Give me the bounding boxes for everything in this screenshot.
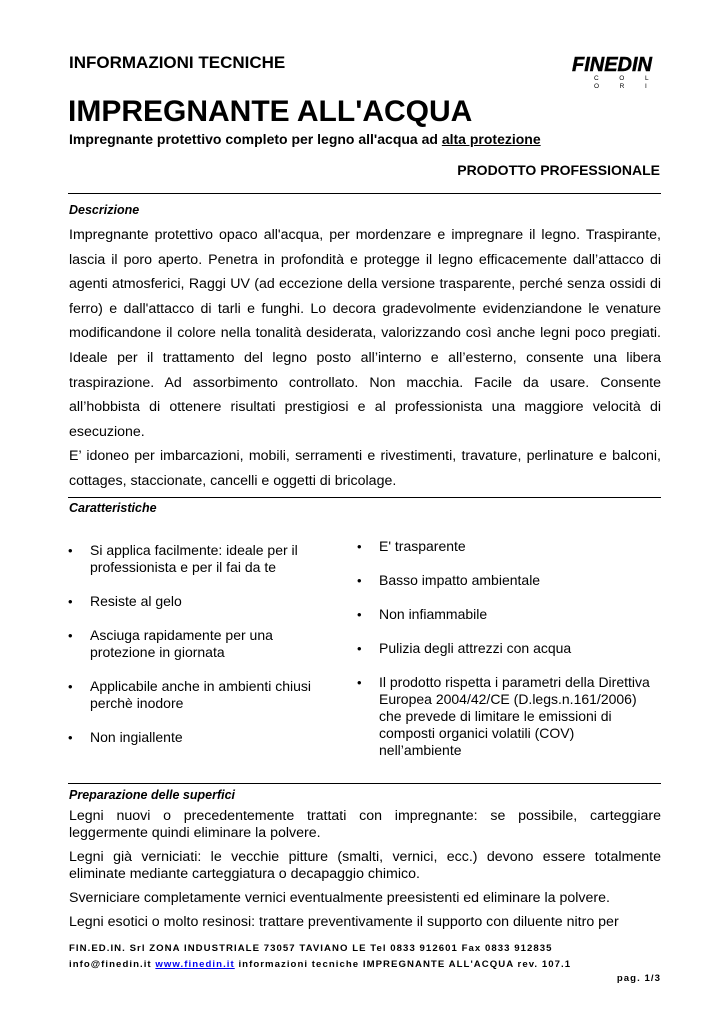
subtitle-text: Impregnante protettivo completo per legno all'acqua ad [69, 131, 442, 147]
divider-line [68, 783, 661, 784]
list-item: • Si applica facilmente: ideale per il professionista e per il fai da te [68, 542, 338, 576]
preparation-paragraph: Legni esotici o molto resinosi: trattare preventivamente il supporto con diluente nitro per [69, 914, 619, 930]
logo-sub-text: C O L O R I [594, 75, 658, 90]
list-item: • Non infiammabile [357, 606, 657, 623]
description-paragraph: Impregnante protettivo opaco all'acqua, per mordenzare e impregnare il legno. Traspirante, lascia il poro aperto. Penetra in profondità e protegge il legno efficacemente dall’attacco di agenti atmosferici, Raggi UV (ad eccezione della versione trasparente, perché senza ossidi di ferro) e dall'attacco di tarli e funghi. Lo decora gradevolmente evidenziandone le venature modificandone il colore nella tonalità desiderata, valorizzando così anche legni poco pregiati. Ideale per il trattamento del legno posto all’interno e all’esterno, consente una libera traspirazione. Ad assorbimento controllato. Non macchia. Facile da usare. Consente all’hobbista di ottenere risultati prestigiosi e al professionista una maggiore velocità di esecuzione. [69, 227, 661, 440]
list-item: • Pulizia degli attrezzi con acqua [357, 640, 657, 657]
footer-website-link[interactable]: www.finedin.it [155, 959, 235, 970]
section-heading-descrizione: Descrizione [69, 203, 140, 217]
section-heading-caratteristiche: Caratteristiche [69, 501, 157, 515]
logo-main-text: FINEDIN [572, 54, 652, 76]
page-title: IMPREGNANTE ALL'ACQUA [68, 95, 473, 128]
list-item: • Il prodotto rispetta i parametri della Direttiva Europea 2004/42/CE (D.legs.n.161/2006) che prevede di limitare le emissioni di composti organici volatili (COV) nell’ambiente [357, 674, 657, 759]
list-item: • Basso impatto ambientale [357, 572, 657, 589]
preparation-text [69, 808, 661, 938]
list-item: • Asciuga rapidamente per una protezione in giornata [68, 627, 338, 661]
finedin-logo [572, 54, 660, 90]
preparation-paragraph: Sverniciare completamente vernici eventualmente preesistenti ed eliminare la polvere. [69, 890, 610, 906]
divider-line [68, 193, 661, 194]
footer-email: info@finedin.it [69, 959, 152, 970]
subtitle-underlined: alta protezione [441, 131, 541, 147]
divider-line [68, 497, 661, 498]
preparation-paragraph: Legni già verniciati: le vecchie pitture (smalti, vernici, ecc.) devono essere totalmente eliminate mediante carteggiatura o decapaggio chimico. [69, 849, 661, 882]
footer-page-number: pag. 1/3 [616, 973, 661, 984]
description-paragraph: E’ idoneo per imbarcazioni, mobili, serramenti e rivestimenti, travature, perlinature e balconi, cottages, staccionate, cancelli e oggetti di bricolage. [69, 448, 661, 489]
product-type: PRODOTTO PROFESSIONALE [457, 162, 660, 178]
list-item: • Non ingiallente [68, 729, 338, 746]
footer-doc-info: informazioni tecniche IMPREGNANTE ALL'ACQUA rev. 107.1 [234, 959, 572, 970]
footer-info-line [69, 958, 661, 972]
features-list-left [68, 542, 338, 746]
features-list-right [357, 538, 657, 759]
list-item: • E' trasparente [357, 538, 657, 555]
header-label: INFORMAZIONI TECNICHE [69, 53, 286, 72]
footer-company-line: FIN.ED.IN. Srl ZONA INDUSTRIALE 73057 TAVIANO LE Tel 0833 912601 Fax 0833 912835 [69, 943, 553, 954]
list-item: • Resiste al gelo [68, 593, 338, 610]
list-item: • Applicabile anche in ambienti chiusi perchè inodore [68, 678, 338, 712]
page-subtitle [69, 131, 541, 147]
preparation-paragraph: Legni nuovi o precedentemente trattati con impregnante: se possibile, carteggiare leggermente quindi eliminare la polvere. [69, 808, 661, 841]
description-text [69, 223, 661, 494]
section-heading-preparazione: Preparazione delle superfici [69, 788, 236, 802]
